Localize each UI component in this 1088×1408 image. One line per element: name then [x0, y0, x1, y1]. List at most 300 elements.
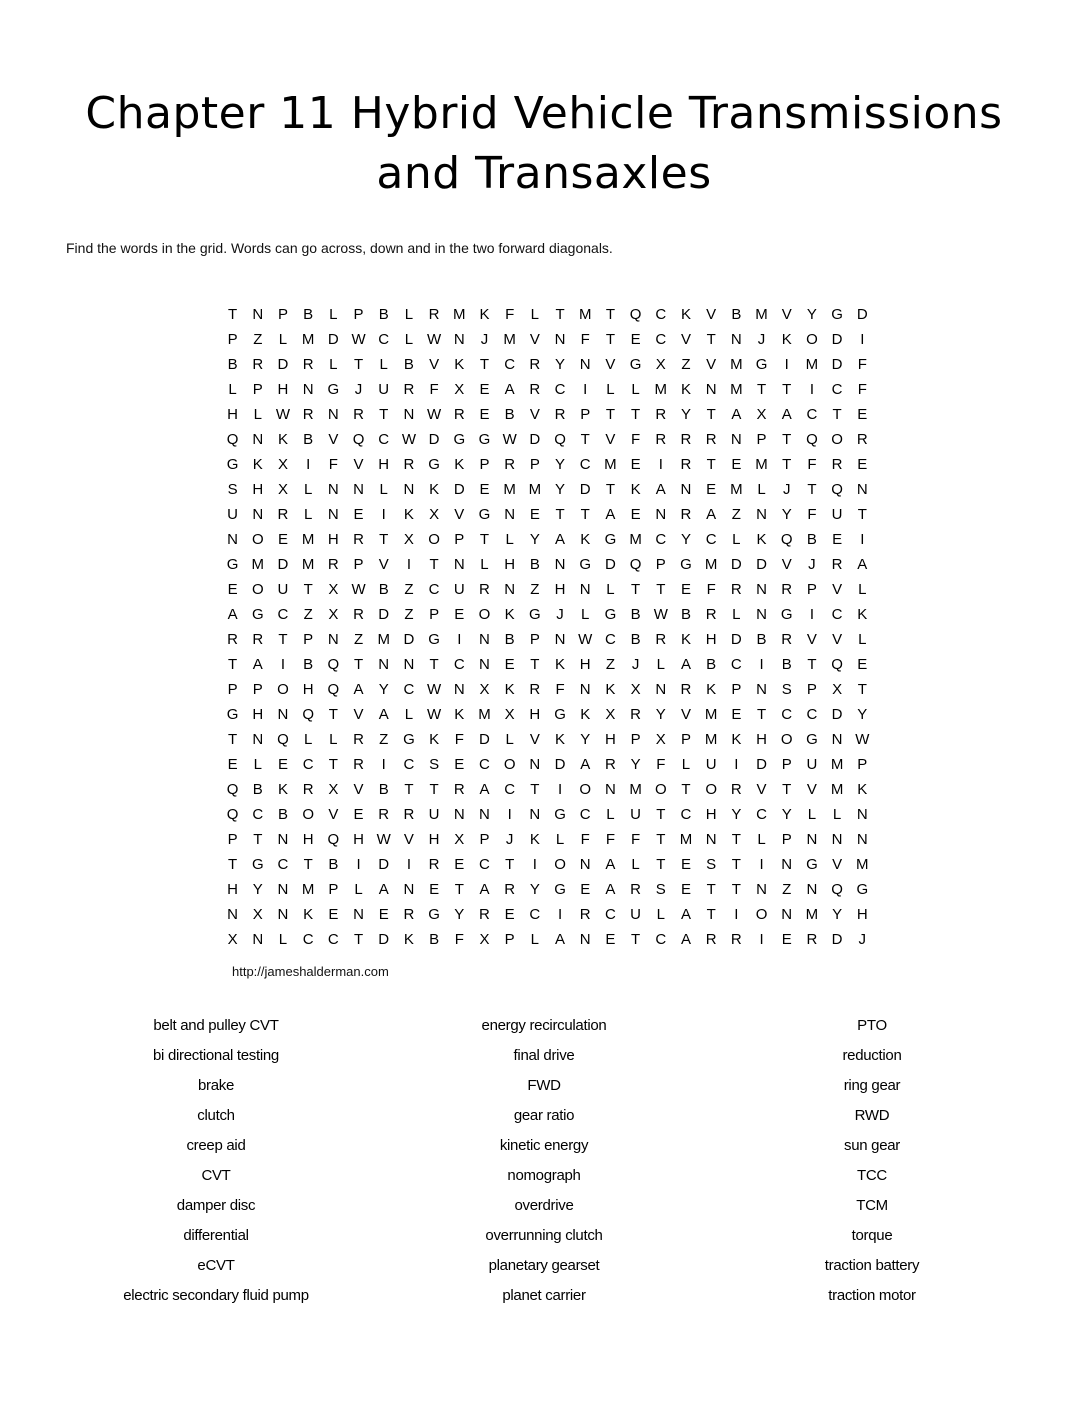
grid-letter: X — [429, 506, 440, 523]
grid-letter: F — [555, 681, 565, 698]
grid-letter: K — [303, 906, 314, 923]
grid-letter: V — [529, 406, 540, 423]
grid-letter: P — [227, 681, 238, 698]
grid-letter: N — [277, 881, 289, 898]
grid-letter: T — [832, 406, 842, 423]
grid-letter: C — [604, 631, 616, 648]
grid-letter: M — [301, 531, 315, 548]
grid-letter: N — [252, 306, 264, 323]
grid-row — [220, 802, 875, 827]
grid-letter: D — [479, 731, 490, 748]
grid-letter: T — [706, 906, 716, 923]
grid-letter: D — [579, 481, 591, 498]
grid-letter: M — [830, 756, 844, 773]
grid-letter: T — [731, 831, 741, 848]
grid-letter: B — [227, 356, 238, 373]
grid-letter: M — [755, 306, 768, 323]
word-list-item: belt and pulley CVT — [153, 1017, 279, 1034]
grid-letter: R — [529, 681, 541, 698]
grid-letter: K — [479, 306, 490, 323]
grid-row — [220, 602, 875, 627]
grid-letter: L — [807, 806, 817, 823]
grid-letter: F — [454, 931, 464, 948]
grid-row — [220, 302, 875, 327]
grid-letter: L — [732, 531, 741, 548]
grid-letter: M — [730, 356, 743, 373]
grid-row — [220, 327, 875, 352]
grid-letter: D — [730, 631, 742, 648]
grid-letter: K — [504, 681, 515, 698]
word-list-item: PTO — [857, 1017, 887, 1034]
grid-letter: R — [428, 856, 440, 873]
grid-letter: V — [832, 581, 843, 598]
grid-letter: L — [858, 581, 867, 598]
instructions-text: Find the words in the grid. Words can go across, down and in the two forward diagonals. — [66, 240, 613, 256]
grid-letter: D — [831, 356, 843, 373]
grid-letter: N — [479, 806, 490, 823]
grid-letter: X — [252, 906, 263, 923]
grid-letter: R — [353, 606, 364, 623]
word-list-item: TCC — [857, 1167, 887, 1184]
grid-letter: C — [327, 931, 339, 948]
grid-letter: O — [806, 331, 818, 348]
grid-letter: L — [404, 706, 414, 723]
source-url: http://jameshalderman.com — [232, 964, 389, 979]
grid-letter: X — [328, 606, 339, 623]
word-list-item: TCM — [856, 1197, 888, 1214]
grid-letter: K — [504, 606, 515, 623]
word-list-item: overdrive — [514, 1197, 574, 1214]
grid-letter: P — [429, 606, 440, 623]
grid-letter: K — [454, 706, 465, 723]
grid-letter: Y — [680, 531, 691, 548]
grid-letter: E — [580, 881, 591, 898]
grid-letter: E — [706, 481, 717, 498]
grid-letter: R — [353, 406, 364, 423]
grid-letter: C — [453, 656, 465, 673]
grid-letter: R — [353, 531, 364, 548]
grid-letter: D — [378, 931, 390, 948]
grid-letter: N — [252, 506, 264, 523]
grid-letter: T — [479, 356, 490, 373]
grid-letter: A — [781, 406, 792, 423]
grid-letter: R — [529, 356, 541, 373]
grid-letter: B — [403, 356, 414, 373]
grid-letter: I — [557, 781, 563, 798]
grid-letter: N — [579, 581, 591, 598]
grid-letter: P — [806, 581, 817, 598]
grid-letter: H — [353, 831, 364, 848]
grid-letter: K — [555, 656, 566, 673]
grid-letter: N — [680, 481, 692, 498]
grid-letter: O — [554, 856, 566, 873]
grid-letter: A — [605, 506, 616, 523]
grid-letter: G — [806, 856, 818, 873]
grid-letter: W — [427, 706, 442, 723]
grid-letter: D — [554, 756, 566, 773]
grid-letter: A — [378, 706, 389, 723]
word-list-item: clutch — [197, 1107, 235, 1124]
grid-letter: U — [277, 581, 289, 598]
grid-letter: T — [278, 631, 288, 648]
grid-letter: M — [679, 831, 693, 848]
grid-row — [220, 577, 875, 602]
grid-letter: N — [756, 681, 767, 698]
grid-letter: T — [303, 856, 313, 873]
word-list-item: sun gear — [844, 1137, 900, 1154]
grid-letter: T — [706, 881, 716, 898]
grid-letter: G — [554, 881, 566, 898]
grid-letter: R — [705, 431, 717, 448]
grid-letter: E — [277, 756, 288, 773]
grid-letter: V — [806, 781, 817, 798]
grid-letter: A — [680, 656, 691, 673]
grid-row — [220, 352, 875, 377]
grid-letter: C — [579, 456, 591, 473]
grid-letter: B — [429, 931, 440, 948]
grid-letter: T — [605, 331, 615, 348]
grid-letter: I — [809, 606, 814, 623]
grid-letter: Y — [630, 756, 641, 773]
grid-letter: N — [403, 656, 415, 673]
grid-letter: E — [630, 331, 641, 348]
grid-letter: V — [756, 781, 767, 798]
grid-letter: R — [479, 581, 490, 598]
grid-letter: M — [805, 906, 819, 923]
grid-letter: I — [406, 856, 411, 873]
grid-letter: T — [328, 756, 338, 773]
grid-letter: A — [479, 881, 490, 898]
grid-letter: Q — [327, 831, 340, 848]
grid-letter: D — [277, 356, 289, 373]
grid-letter: R — [428, 306, 440, 323]
grid-letter: P — [529, 631, 540, 648]
grid-letter: K — [252, 456, 263, 473]
grid-letter: Y — [806, 306, 817, 323]
grid-letter: X — [403, 531, 414, 548]
word-list-item: kinetic energy — [499, 1137, 589, 1154]
grid-letter: F — [580, 831, 590, 848]
grid-letter: E — [605, 931, 616, 948]
grid-letter: M — [730, 381, 743, 398]
grid-letter: R — [730, 781, 742, 798]
grid-letter: N — [554, 631, 566, 648]
grid-letter: R — [680, 456, 692, 473]
grid-letter: B — [706, 656, 717, 673]
grid-letter: N — [705, 381, 717, 398]
grid-letter: G — [251, 606, 264, 623]
grid-letter: E — [529, 506, 540, 523]
grid-letter: X — [454, 831, 465, 848]
grid-letter: E — [680, 881, 691, 898]
grid-letter: U — [630, 906, 642, 923]
grid-letter: P — [781, 831, 792, 848]
grid-letter: C — [277, 856, 289, 873]
word-list-item: creep aid — [186, 1137, 246, 1154]
word-list-item: electric secondary fluid pump — [123, 1287, 309, 1304]
grid-letter: V — [403, 831, 414, 848]
grid-letter: A — [252, 656, 263, 673]
grid-letter: F — [631, 431, 641, 448]
grid-letter: D — [831, 331, 843, 348]
grid-letter: N — [327, 481, 339, 498]
grid-letter: B — [756, 631, 767, 648]
grid-letter: J — [480, 331, 489, 348]
grid-letter: M — [301, 556, 315, 573]
grid-letter: L — [656, 656, 665, 673]
grid-letter: K — [454, 356, 465, 373]
grid-letter: A — [680, 931, 691, 948]
grid-letter: V — [832, 856, 843, 873]
grid-letter: R — [453, 781, 465, 798]
grid-letter: T — [731, 856, 741, 873]
grid-letter: R — [579, 906, 591, 923]
grid-letter: O — [654, 781, 667, 798]
grid-letter: N — [730, 331, 742, 348]
grid-letter: V — [353, 456, 364, 473]
grid-letter: N — [756, 606, 767, 623]
grid-letter: N — [579, 931, 591, 948]
word-list-item: planetary gearset — [488, 1257, 600, 1274]
grid-letter: L — [278, 331, 288, 348]
grid-letter: N — [403, 481, 415, 498]
grid-letter: I — [507, 806, 512, 823]
grid-letter: J — [354, 381, 363, 398]
grid-letter: E — [857, 656, 868, 673]
grid-letter: T — [454, 881, 464, 898]
grid-letter: A — [605, 881, 616, 898]
grid-letter: Q — [831, 881, 843, 898]
grid-letter: Q — [831, 481, 843, 498]
grid-letter: C — [806, 406, 818, 423]
grid-letter: T — [530, 781, 540, 798]
grid-letter: R — [831, 556, 843, 573]
grid-letter: H — [529, 706, 541, 723]
grid-letter: L — [329, 731, 338, 748]
grid-letter: F — [605, 831, 615, 848]
grid-letter: B — [529, 556, 540, 573]
grid-letter: Z — [404, 606, 414, 623]
grid-letter: W — [351, 581, 366, 598]
grid-letter: Y — [529, 881, 540, 898]
grid-letter: E — [832, 531, 843, 548]
grid-letter: I — [306, 456, 311, 473]
grid-letter: Y — [781, 806, 792, 823]
grid-letter: D — [831, 706, 843, 723]
grid-letter: N — [479, 656, 490, 673]
grid-letter: N — [756, 581, 767, 598]
grid-letter: Y — [781, 506, 792, 523]
grid-letter: R — [831, 456, 843, 473]
grid-letter: M — [377, 631, 390, 648]
grid-letter: I — [734, 906, 739, 923]
grid-letter: R — [730, 931, 742, 948]
grid-letter: L — [253, 406, 262, 423]
grid-letter: O — [755, 906, 768, 923]
grid-letter: H — [378, 456, 390, 473]
grid-letter: G — [453, 431, 466, 448]
grid-letter: Y — [680, 406, 691, 423]
grid-letter: R — [781, 581, 793, 598]
grid-letter: P — [580, 406, 591, 423]
grid-letter: I — [457, 631, 462, 648]
grid-letter: N — [327, 506, 339, 523]
grid-letter: U — [428, 806, 440, 823]
grid-letter: V — [378, 556, 389, 573]
grid-letter: C — [252, 806, 264, 823]
word-list-item: RWD — [854, 1107, 890, 1124]
grid-letter: L — [530, 306, 540, 323]
grid-letter: T — [756, 706, 767, 723]
grid-letter: E — [504, 906, 515, 923]
grid-letter: F — [454, 731, 464, 748]
grid-letter: K — [630, 481, 641, 498]
grid-letter: A — [580, 756, 591, 773]
grid-letter: M — [503, 331, 516, 348]
grid-letter: D — [604, 556, 616, 573]
grid-letter: Y — [252, 881, 263, 898]
grid-letter: V — [781, 556, 792, 573]
grid-letter: R — [252, 356, 264, 373]
grid-letter: R — [705, 931, 717, 948]
grid-letter: C — [756, 806, 767, 823]
grid-letter: B — [504, 631, 515, 648]
grid-letter: B — [378, 781, 389, 798]
grid-letter: C — [378, 331, 390, 348]
grid-letter: X — [454, 381, 465, 398]
grid-letter: R — [529, 381, 541, 398]
grid-letter: T — [404, 781, 414, 798]
grid-letter: R — [680, 431, 692, 448]
grid-letter: R — [604, 756, 616, 773]
grid-letter: P — [328, 881, 339, 898]
grid-letter: T — [530, 656, 540, 673]
grid-letter: R — [730, 581, 742, 598]
grid-letter: E — [680, 581, 691, 598]
grid-letter: V — [328, 431, 339, 448]
grid-letter: C — [302, 931, 314, 948]
grid-letter: R — [630, 881, 642, 898]
grid-letter: W — [401, 431, 416, 448]
grid-letter: W — [376, 831, 391, 848]
grid-letter: F — [857, 381, 867, 398]
grid-letter: A — [479, 781, 490, 798]
grid-letter: H — [579, 656, 591, 673]
grid-letter: E — [680, 856, 691, 873]
grid-letter: T — [706, 331, 716, 348]
grid-row — [220, 852, 875, 877]
grid-letter: I — [860, 331, 865, 348]
grid-letter: T — [605, 406, 615, 423]
grid-letter: R — [655, 431, 667, 448]
grid-letter: P — [353, 306, 364, 323]
word-list-item: final drive — [513, 1047, 575, 1064]
grid-letter: M — [578, 306, 592, 323]
grid-letter: A — [680, 906, 691, 923]
grid-letter: C — [655, 331, 667, 348]
grid-letter: H — [504, 556, 516, 573]
grid-letter: P — [630, 731, 641, 748]
grid-letter: N — [378, 656, 390, 673]
grid-letter: G — [755, 356, 768, 373]
grid-letter: B — [303, 656, 314, 673]
grid-letter: K — [454, 456, 465, 473]
grid-letter: W — [427, 681, 442, 698]
grid-letter: A — [378, 881, 389, 898]
grid-letter: N — [227, 531, 239, 548]
grid-letter: C — [403, 681, 415, 698]
grid-letter: I — [557, 906, 563, 923]
grid-letter: M — [251, 556, 265, 573]
grid-letter: J — [556, 606, 564, 623]
word-list-item: nomograph — [507, 1167, 581, 1184]
grid-letter: Z — [731, 506, 741, 523]
grid-letter: E — [479, 381, 490, 398]
grid-letter: W — [351, 331, 366, 348]
grid-letter: R — [705, 606, 717, 623]
grid-letter: C — [604, 906, 616, 923]
grid-letter: A — [857, 556, 868, 573]
grid-letter: K — [680, 381, 691, 398]
grid-letter: L — [505, 531, 514, 548]
grid-letter: E — [227, 581, 238, 598]
grid-letter: B — [378, 581, 389, 598]
grid-letter: K — [731, 731, 742, 748]
grid-letter: M — [704, 556, 718, 573]
grid-letter: T — [631, 406, 641, 423]
grid-letter: R — [806, 931, 818, 948]
grid-letter: F — [328, 456, 338, 473]
word-list-item: differential — [183, 1227, 249, 1244]
grid-letter: H — [277, 381, 289, 398]
grid-letter: O — [579, 781, 592, 798]
grid-letter: X — [832, 681, 843, 698]
grid-letter: A — [706, 506, 717, 523]
grid-letter: T — [706, 406, 716, 423]
grid-letter: P — [479, 831, 490, 848]
grid-letter: R — [781, 631, 793, 648]
grid-letter: E — [328, 906, 339, 923]
grid-letter: N — [831, 831, 843, 848]
grid-letter: O — [277, 681, 289, 698]
grid-letter: L — [404, 331, 414, 348]
grid-letter: L — [228, 381, 237, 398]
grid-letter: N — [403, 881, 415, 898]
grid-letter: U — [705, 756, 717, 773]
grid-letter: X — [328, 581, 339, 598]
grid-letter: D — [403, 631, 415, 648]
grid-letter: T — [379, 531, 389, 548]
grid-letter: C — [730, 656, 742, 673]
grid-letter: T — [782, 456, 792, 473]
grid-letter: G — [604, 531, 617, 548]
grid-letter: N — [705, 831, 717, 848]
grid-letter: X — [655, 356, 666, 373]
grid-letter: J — [757, 331, 766, 348]
word-list-column-3 — [752, 1016, 992, 1316]
grid-letter: C — [479, 856, 490, 873]
grid-letter: H — [554, 581, 566, 598]
grid-letter: O — [705, 781, 717, 798]
grid-letter: R — [252, 631, 264, 648]
grid-letter: N — [504, 581, 516, 598]
grid-letter: E — [378, 906, 389, 923]
grid-letter: Y — [555, 481, 566, 498]
grid-letter: N — [554, 556, 566, 573]
grid-letter: G — [579, 556, 592, 573]
grid-letter: N — [756, 506, 767, 523]
grid-letter: E — [353, 506, 364, 523]
